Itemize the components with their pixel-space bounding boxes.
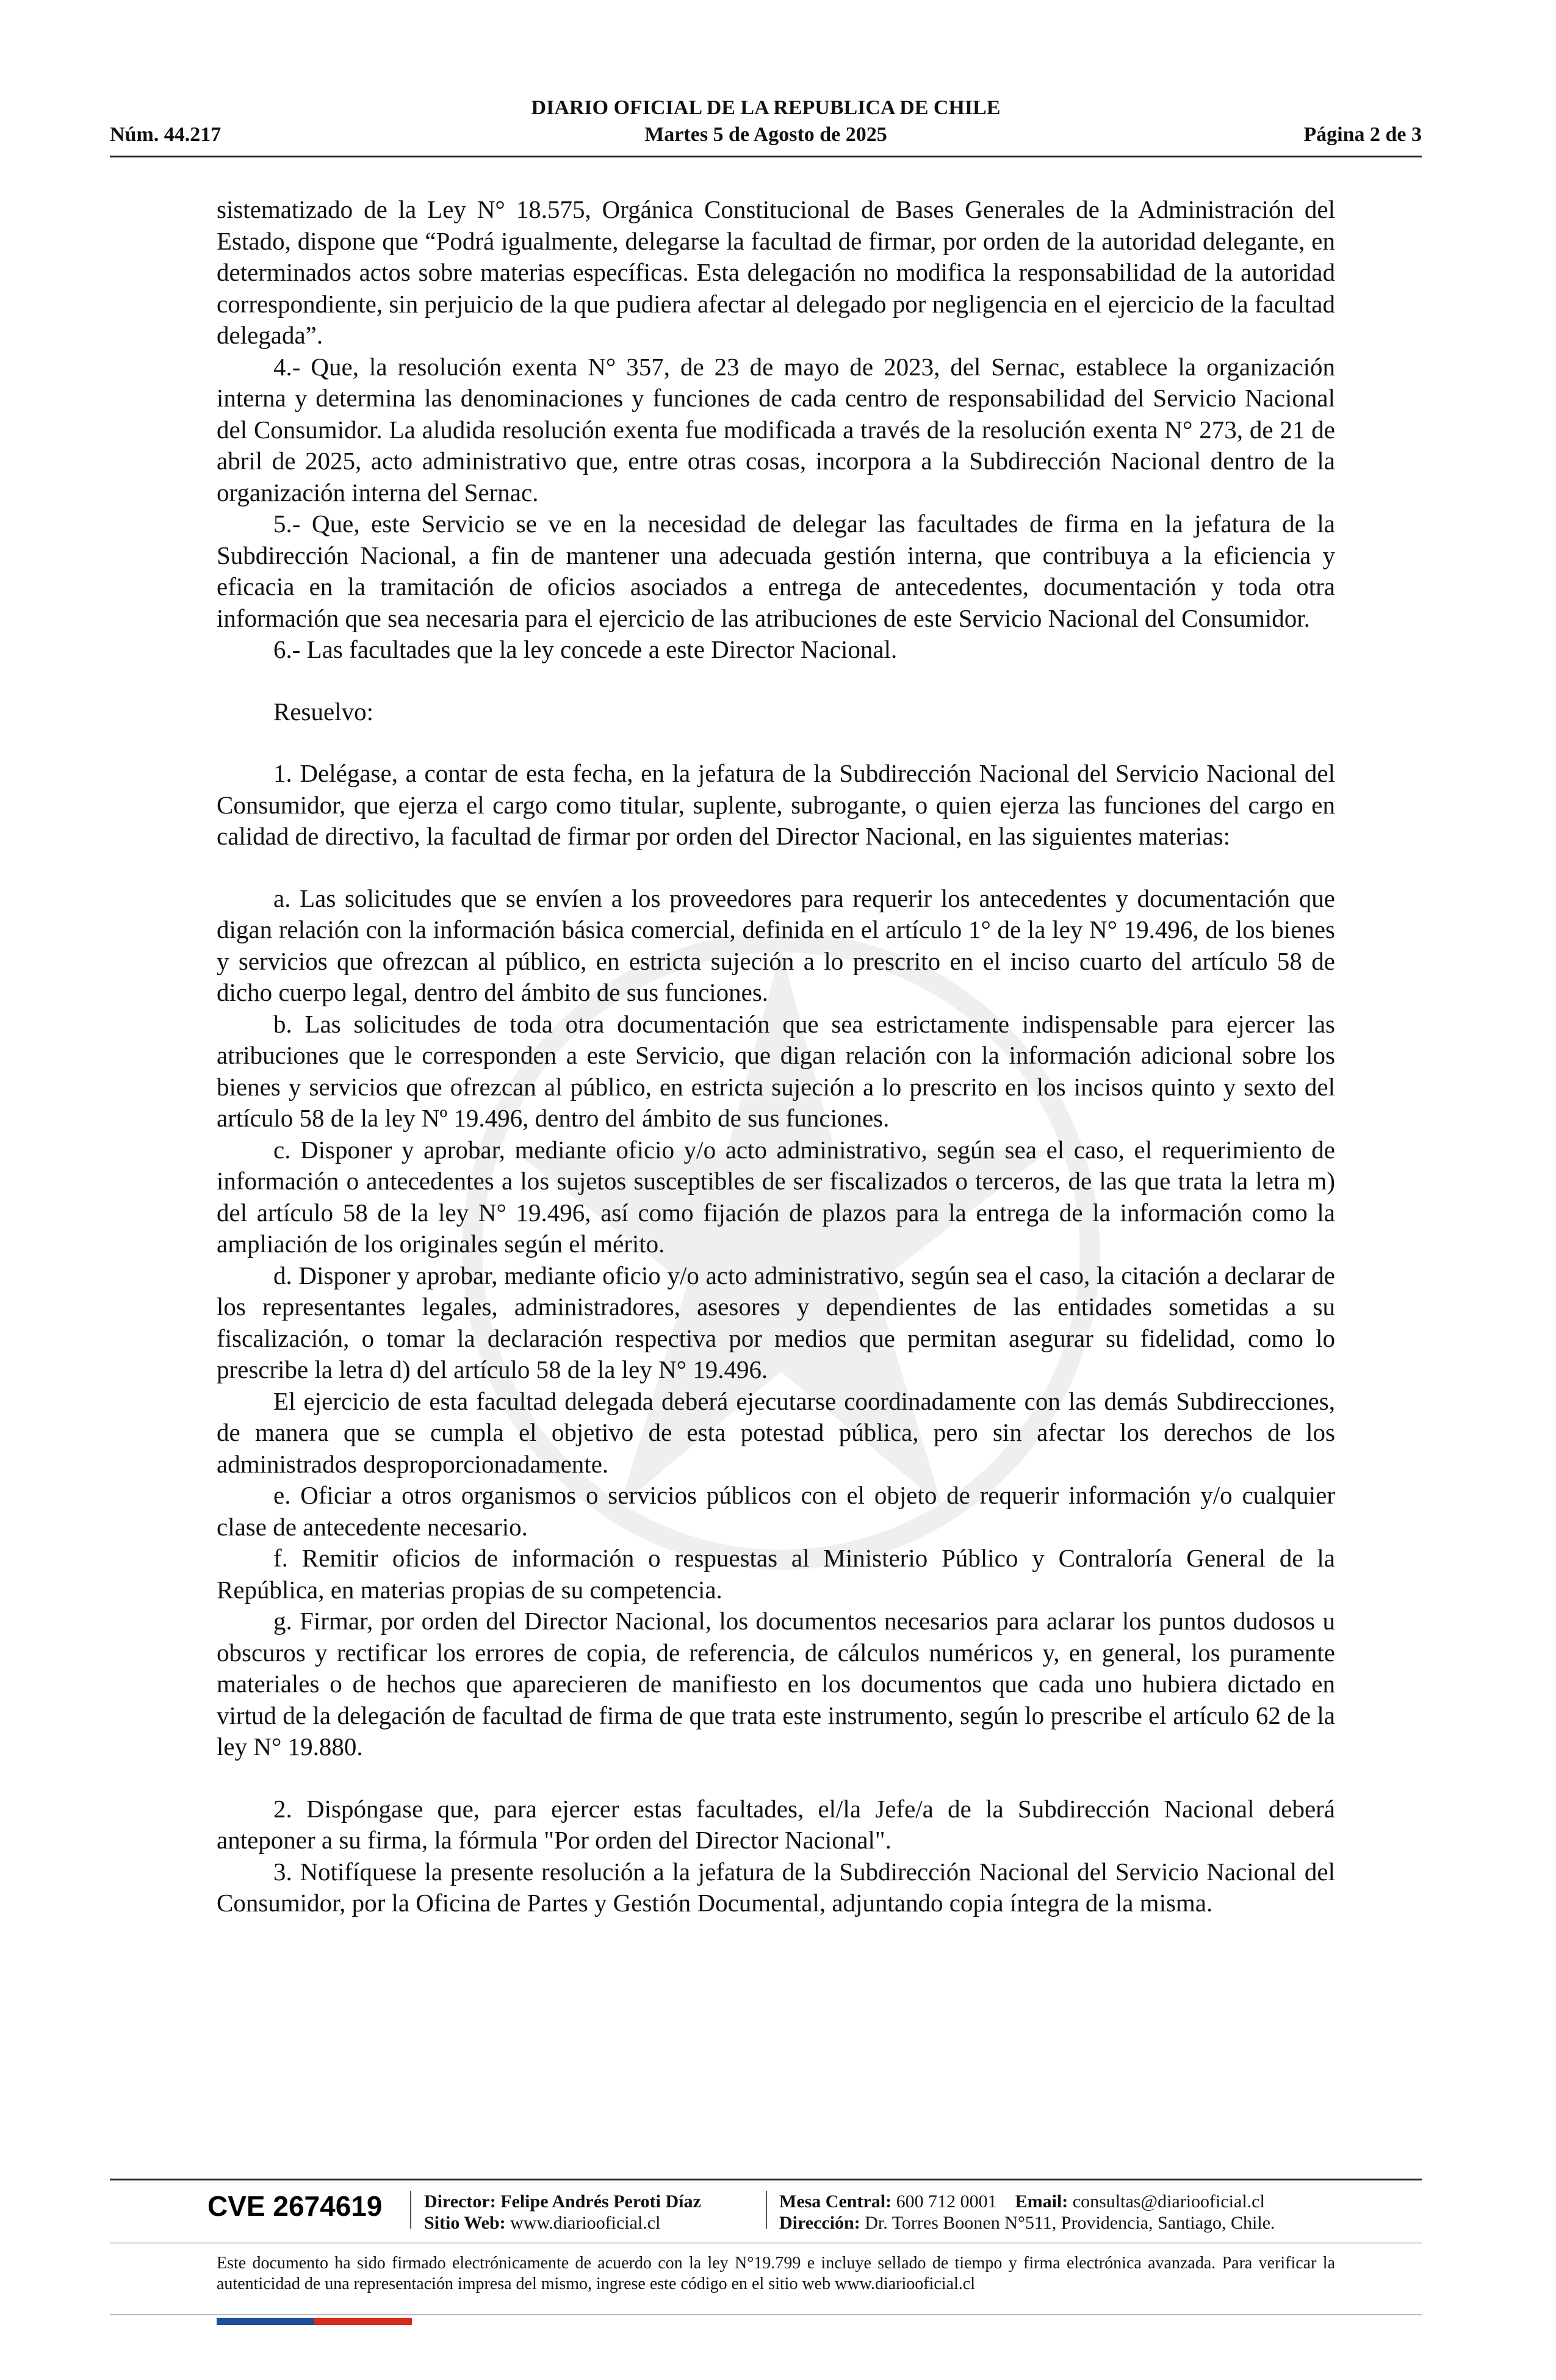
header-divider [110, 156, 1422, 157]
footer-bottom-rule [110, 2314, 1422, 2315]
mesa-label: Mesa Central: [779, 2191, 892, 2212]
subitem-c: c. Disponer y aprobar, mediante oficio y/o acto administrativo, según sea el caso, el requerimiento de información o antecedentes a los sujetos susceptibles de ser fiscalizados o terceros, de las que trata la letra m) del artículo 58 de la ley N° 19.496, así como fijación de plazos para la entrega de la información como la ampliación de los originales según el mérito. [217, 1135, 1335, 1258]
footer-director-block [424, 2191, 701, 2234]
email-link[interactable]: consultas@diariooficial.cl [1072, 2191, 1265, 2212]
document-body [217, 194, 1335, 1919]
subitem-a: a. Las solicitudes que se envíen a los proveedores para requerir los antecedentes y documentación que digan relación con la información básica comercial, definida en el artículo 1° de la ley N° 19.496, de los bienes y servicios que ofrezcan al público, en estricta sujeción a lo prescrito en el inciso cuarto del artículo 58 de dicho cuerpo legal, dentro del ámbito de sus funciones. [217, 884, 1335, 1006]
subitem-d: d. Disponer y aprobar, mediante oficio y/o acto administrativo, según sea el caso, la citación a declarar de los representantes legales, administradores, asesores y dependientes de las entidades sometidas a su fiscalización, o tomar la declaración respectiva por medios que permitan asegurar su fidelidad, como lo prescribe la letra d) del artículo 58 de la ley N° 19.496. [217, 1261, 1335, 1383]
cve-code: CVE 2674619 [207, 2190, 383, 2222]
subitem-e: e. Oficiar a otros organismos o servicios públicos con el objeto de requerir información y/o cualquier clase de antecedente necesario. [217, 1481, 1335, 1541]
paragraph-considerando-6: 6.- Las facultades que la ley concede a este Director Nacional. [273, 635, 898, 663]
site-label: Sitio Web: [424, 2213, 506, 2233]
footer-separator [410, 2191, 411, 2229]
email-label: Email: [1015, 2191, 1068, 2212]
footer-divider [110, 2179, 1422, 2180]
paragraph-continuation: sistematizado de la Ley N° 18.575, Orgánica Constitucional de Bases Generales de la Administración del Estado, dispone que “Podrá igualmente, delegarse la facultad de firmar, por orden de la autoridad delegante, en determinados actos sobre materias específicas. Esta delegación no modifica la responsabilidad de la autoridad correspondiente, sin perjuicio de la que pudiera afectar al delegado por negligencia en el ejercicio de la facultad delegada”. [217, 195, 1335, 349]
flag-stripe-blue [217, 2318, 314, 2325]
resolution-item-3: 3. Notifíquese la presente resolución a la jefatura de la Subdirección Nacional del Servicio Nacional del Consumidor, por la Oficina de Partes y Gestión Documental, adjuntando copia íntegra de la misma. [217, 1857, 1335, 1917]
subitem-f: f. Remitir oficios de información o respuestas al Ministerio Público y Contraloría General de la República, en materias propias de su competencia. [217, 1544, 1335, 1604]
paragraph-considerando-4: 4.- Que, la resolución exenta N° 357, de 23 de mayo de 2023, del Sernac, establece la organización interna y determina las denominaciones y funciones de cada centro de responsabilidad del Servicio Nacional del Consumidor. La aludida resolución exenta fue modificada a través de la resolución exenta N° 273, de 21 de abril de 2025, acto administrativo que, entre otras cosas, incorpora a la Subdirección Nacional dentro de la organización interna del Sernac. [217, 352, 1335, 507]
issue-number: Núm. 44.217 [110, 123, 222, 146]
director-label: Director: [424, 2191, 496, 2212]
subitem-g: g. Firmar, por orden del Director Nacional, los documentos necesarios para aclarar los puntos dudosos u obscuros y rectificar los errores de copia, de referencia, de cálculos numéricos y, en general, los puramente materiales o de hechos que aparecieren de manifiesto en los documentos que cada uno hubiera dictado en virtud de la delegación de facultad de firma de que trata este instrumento, según lo prescribe el artículo 62 de la ley N° 19.880. [217, 1607, 1335, 1761]
address-value: Dr. Torres Boonen N°511, Providencia, Santiago, Chile. [865, 2213, 1275, 2233]
page-number: Página 2 de 3 [1303, 123, 1422, 146]
flag-stripe-red [314, 2318, 412, 2325]
subitem-d-note: El ejercicio de esta facultad delegada deberá ejecutarse coordinadamente con las demás Subdirecciones, de manera que se cumpla el objetivo de esta potestad pública, pero sin afectar los derechos de los administrados desproporcionadamente. [217, 1387, 1335, 1478]
director-name: Felipe Andrés Peroti Díaz [500, 2191, 701, 2212]
paragraph-considerando-5: 5.- Que, este Servicio se ve en la necesidad de delegar las facultades de firma en la jefatura de la Subdirección Nacional, a fin de mantener una adecuada gestión interna, que contribuya a la eficiencia y eficacia en la tramitación de oficios asociados a entrega de antecedentes, documentación y toda otra información que sea necesaria para el ejercicio de las atribuciones de este Servicio Nacional del Consumidor. [217, 510, 1335, 632]
resuelvo-heading: Resuelvo: [273, 697, 373, 726]
footer-separator [766, 2191, 767, 2229]
issue-date: Martes 5 de Agosto de 2025 [644, 123, 887, 146]
subitem-b: b. Las solicitudes de toda otra documentación que sea estrictamente indispensable para ejercer las atribuciones que le corresponden a este Servicio, que digan relación con la información adicional sobre los bienes y servicios que ofrezcan al público, en estricta sujeción a lo prescrito en los incisos quinto y sexto del artículo 58 de la ley Nº 19.496, dentro del ámbito de sus funciones. [217, 1009, 1335, 1132]
footer-contact-block [779, 2191, 1275, 2234]
resolution-item-1: 1. Delégase, a contar de esta fecha, en la jefatura de la Subdirección Nacional del Servicio Nacional del Consumidor, que ejerza el cargo como titular, suplente, subrogante, o quien ejerza las funciones del cargo en calidad de directivo, la facultad de firmar por orden del Director Nacional, en las siguientes materias: [217, 759, 1335, 850]
address-label: Dirección: [779, 2213, 860, 2233]
site-link[interactable]: www.diariooficial.cl [510, 2213, 661, 2233]
resolution-item-2: 2. Dispóngase que, para ejercer estas facultades, el/la Jefe/a de la Subdirección Nacional deberá anteponer a su firma, la fórmula "Por orden del Director Nacional". [217, 1794, 1335, 1854]
signature-note: Este documento ha sido firmado electrónicamente de acuerdo con la ley N°19.799 e incluye sellado de tiempo y firma electrónica avanzada. Para verificar la autenticidad de una representación impresa del mismo, ingrese este código en el sitio web www.diariooficial.cl [217, 2254, 1335, 2293]
page-header [110, 92, 1422, 159]
newspaper-title: DIARIO OFICIAL DE LA REPUBLICA DE CHILE [531, 96, 1001, 119]
mesa-phone: 600 712 0001 [896, 2191, 997, 2212]
